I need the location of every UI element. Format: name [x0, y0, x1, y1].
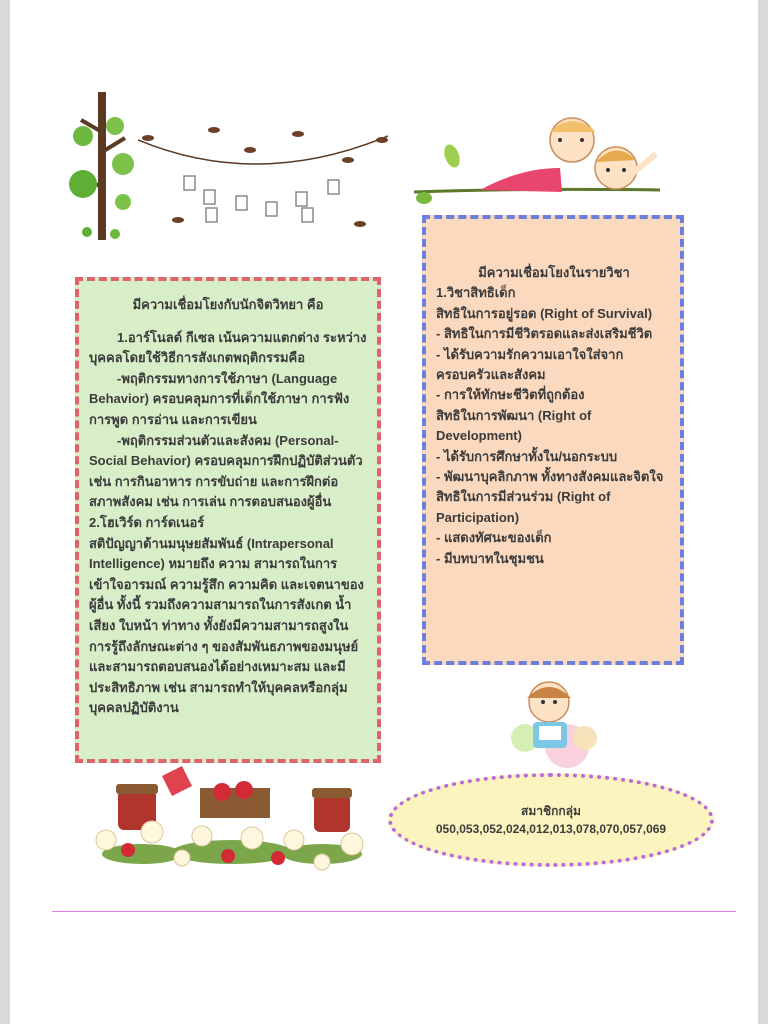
psychologist-paragraph: 1.อาร์โนลด์ กีเซล เน้นความแตกต่าง ระหว่างบุคคลโดยใช้วิธีการสังเกตพฤติกรรมคือ	[89, 329, 367, 366]
divider-line	[52, 911, 736, 912]
course-line: - แสดงทัศนะของเด็ก	[436, 530, 552, 546]
course-line: - พัฒนาบุคลิกภาพ ทั้งทางสังคมและจิตใจ	[436, 469, 664, 485]
tree-icon	[65, 92, 145, 242]
course-line: สิทธิในการอยู่รอด (Right of Survival)	[436, 305, 653, 321]
psychologist-link-title: มีความเชื่อมโยงกับนักจิตวิทยา คือ	[132, 297, 324, 312]
course-line: - ได้รับการศึกษาทั้งใน/นอกระบบ	[436, 448, 618, 464]
garland-photos-icon	[138, 120, 396, 230]
psychologist-paragraph: สติปัญญาด้านมนุษยสัมพันธ์ (Intrapersonal Intelligence) หมายถึง ความ สามารถในการเข้าใจอารมณ์ ความรู้สึก ความคิด และเจตนาของผู้อื่น ทั้งนี้ รวมถึงความสามารถในการสังเกต น้ำเสียง ใบหน้า ท่าทาง ทั้งยังมีความสามารถสูงในการรู้ถึงลักษณะต่าง ๆ ของสัมพันธภาพของมนุษย์และสามารถตอบสนองได้อย่างเหมาะสม และมีประสิทธิภาพ เช่น สามารถทำให้บุคคลหรือกลุ่มบุคคลปฏิบัติงาน	[89, 535, 364, 716]
course-line: - การให้ทักษะชีวิตที่ถูกต้อง	[436, 387, 585, 403]
flowers-jam-icon	[82, 766, 380, 878]
group-members-badge	[388, 773, 714, 867]
psychologist-paragraph: 2.โฮเวิร์ด การ์ดเนอร์	[89, 514, 205, 530]
psychologist-link-box	[75, 277, 381, 763]
course-line: 1.วิชาสิทธิเด็ก	[436, 285, 516, 301]
course-link-title: มีความเชื่อมโยงในรายวิชา	[478, 265, 630, 280]
course-line: สิทธิในการมีส่วนร่วม (Right of Participation)	[436, 489, 611, 525]
course-line: - มีบทบาทในชุมชน	[436, 550, 544, 566]
reading-girl-icon	[505, 676, 611, 768]
course-line: สิทธิในการพัฒนา (Right of Development)	[436, 407, 592, 444]
course-line: - ได้รับความรักความเอาใจใส่จากครอบครัวและสังคม	[436, 346, 624, 383]
psychologist-paragraph: -พฤติกรรมทางการใช้ภาษา (Language Behavior) ครอบคลุมการที่เด็กใช้ภาษา การฟัง การพูด การอ่าน และการเขียน	[89, 370, 350, 427]
group-members-ids: 050,053,052,024,012,013,078,070,057,069	[435, 822, 667, 836]
kids-lying-icon	[410, 112, 668, 216]
psychologist-paragraph: -พฤติกรรมส่วนตัวและสังคม (Personal-Social Behavior) ครอบคลุมการฝึกปฏิบัติส่วนตัว เช่น การกินอาหาร การขับถ่าย และการฝึกต่อสภาพสังคม เช่น การเล่น การตอบสนองผู้อื่น	[89, 432, 363, 510]
group-members-label: สมาชิกกลุ่ม	[521, 804, 581, 818]
course-link-box	[422, 215, 684, 665]
document-page	[10, 0, 758, 1024]
course-line: - สิทธิในการมีชีวิตรอดและส่งเสริมชีวิต	[436, 326, 653, 342]
